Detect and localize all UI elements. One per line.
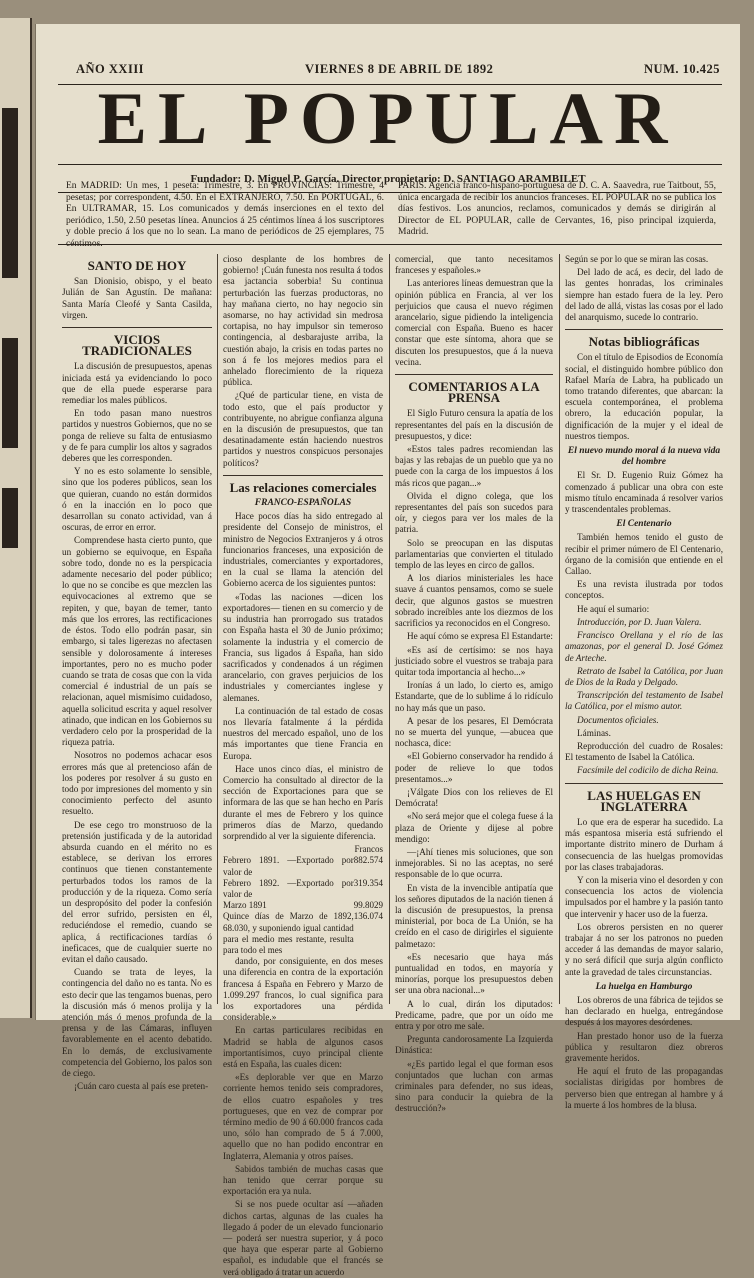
table-cell: Febrero 1892. —Exportado por valor de: [223, 877, 354, 899]
divider: [395, 374, 553, 375]
article-paragraph: Según se por lo que se miran las cosas.: [565, 254, 709, 264]
table-row: [223, 855, 383, 877]
article-paragraph: En cartas particulares recibidas en Madrid se habla de algunos casos importantísimos, cuyo principal cliente está en España, las cuales dicen:: [223, 1025, 383, 1070]
article-paragraph: cioso desplante de los hombres de gobierno! ¡Cuán funesta nos resulta á todos esa jactancia soberbia! Su continua perturbación las fuerzas productoras, no hay mañana cierto, no hay negocio sin asomarse, no hay actividad sin medrosa cortapisa, no hay impulsor sin temeroso contingencia, al desbarajuste arriba, la cuestión abajo, la crisis en todas partes no son á fe los mejores medios para el anhelado florecimiento de la riqueza pública.: [223, 254, 383, 388]
column-divider: [389, 254, 390, 1004]
table-row: [223, 911, 383, 956]
article-paragraph: Cuando se trata de leyes, la contingencia del daño no es tanta. No es esto decir que las tengamos buenas, pero la discusión más ó menos prolija y la atención más ó menos profunda de la prensa y de las Cámaras, influyen favorablemente en el acento debatido. En lo demás, de exclusivamente competencia del Gobierno, los palos son de ciego.: [62, 967, 212, 1079]
article-paragraph: ¿Qué de particular tiene, en vista de todo esto, que el país productor y contribuyente, no abrigue confianza alguna en la discusión de presupuestos, que tan desatinadamente están haciendo nuestros partidos y nuestros conspicuos personajes políticos?: [223, 390, 383, 468]
santo-text: San Dionisio, obispo, y el beato Julián de San Agustín. De mañana: Santa María Cleofé y Santa Casilda, virgen.: [62, 276, 212, 320]
table-header: Francos: [354, 844, 383, 855]
article-paragraph: —¡Ahí tienes mis soluciones, que son inmejorables. Si no las aceptas, no seré responsable de lo que ocurra.: [395, 846, 553, 880]
column-divider: [559, 254, 560, 1004]
sumario-item: Francisco Orellana y el río de las amazonas, por el general D. José Gómez de Arteche.: [565, 630, 723, 663]
table-cell: Febrero 1891. —Exportado por valor de: [223, 855, 354, 877]
sumario-item: Retrato de Isabel la Católica, por Juan de Dios de la Rada y Delgado.: [565, 665, 723, 687]
sumario-item: Facsímile del codicilo de dicha Reina.: [577, 765, 719, 776]
article-paragraph: Los obreros persisten en no querer trabajar á no ser los patronos no pueden acceder á las demandas de mayor salario, y no será difícil que surja algún conflicto ante la gravedad de tales circunstancias.: [565, 921, 723, 977]
subheading: El Centenario: [616, 519, 672, 530]
article-paragraph: También hemos tenido el gusto de recibir el primer número de El Centenario, órgano de la comisión que entiende en el Callao.: [565, 532, 723, 577]
sumario-item: Documentos oficiales.: [577, 714, 659, 725]
article-paragraph: De ese cego tro monstruoso de la pretensión justificada y de la autoridad absurda cuando en el mérito no es establece, se derivan los errores continuos que tienen constantemente perturbados todos los ramos de la producción y de la riqueza. Como sería un despropósito del poder la confesión del error sufrido, persisten en él, reduciéndose el remedio, cuando se aplica, á rectificaciones tardías ó ineficaces, que de cualquier suerte no evitan el daño causado.: [62, 819, 212, 964]
article-paragraph: He aquí el sumario:: [577, 603, 650, 614]
table-cell: 319.354: [353, 877, 383, 888]
article-paragraph: Comprendese hasta cierto punto, que un gobierno se equivoque, en España sobre todo, donde no es la perspicacia adamente necesario del poder público; lo que no se concibe es que mezclen las equivocaciones al extremo que se repiten, y que, bayan de temer, tanto más que los errores, las rectificaciones de éstos. Todo ello podrán pasar, sin embargo, si tales ligerezas no afectasen sensible y dolorosamente á intereses importantes, pero no es mucho poder cuando se trata de cosas que con la vida comercial é industrial de un país se relacionan, aquel mismísimo cuidadoso, aquella solicitud escrita y aquel resolver atinado, que indican en los Gobiernos su verdadero celo por la prosperidad de la riqueza patria.: [62, 535, 212, 748]
article-paragraph: «Estos tales padres recomiendan las bajas y las rebajas de un pueblo que ya no puede con la carga de los impuestos á los más ricos que pagan...»: [395, 444, 553, 488]
table-row: [223, 900, 383, 911]
sumario-item: Transcripción del testamento de Isabel la Católica, por el mismo autor.: [565, 690, 723, 712]
article-paragraph: comercial, que tanto necesitamos franceses y españoles.»: [395, 254, 553, 276]
article-paragraph: Si se nos puede ocultar así —añaden dichos cartas, algunas de las cuales ha llegado á poder de un elevado funcionario— poderá ser nuestra superior, y á poco que haya que esperar parte al Gobierno español, es indudable que el francés se verá obligado á tratar un acuerdo: [223, 1199, 383, 1277]
newspaper-page: [35, 24, 740, 1277]
article-paragraph: «Es así de certísimo: se nos haya justiciado sobre el vuestros se trabaja para quitar toda importancia al hecho...»: [395, 644, 553, 677]
article-paragraph: «El Gobierno conservador ha rendido á poder de relieve lo que todos presentamos...»: [395, 751, 553, 784]
divider: [565, 329, 723, 330]
article-paragraph: «Es necesario que haya más puntualidad en todos, en mayoría y minorías, porque los presupuestos deben ser una obra nacional...»: [395, 951, 553, 996]
divider: [58, 244, 722, 245]
table-row: [223, 878, 383, 900]
year: AÑO XXIII: [76, 62, 145, 76]
column-2: [223, 254, 383, 1277]
issue-number: NUM. 10.425: [644, 62, 720, 76]
article-paragraph: Sabidos también de muchas casas que han tenido que cerrar porque su exportación era ya nula.: [223, 1163, 383, 1197]
article-paragraph: Pregunta candorosamente La Izquierda Dinástica:: [395, 1034, 553, 1056]
article-paragraph: Ironías á un lado, lo cierto es, amigo Estandarte, que de lo sublime á lo ridículo no hay más que un paso.: [395, 680, 553, 713]
article-paragraph: La discusión de presupuestos, apenas iniciada está ya evidenciando lo poco que de ella puede esperarse para remediar los males públicos.: [62, 361, 212, 406]
article-paragraph: Nosotros no podemos achacar esos errores más que al pretencioso afán de los poderes por resolver á su gusto en todo por impresiones del momento y sin conocimiento perfecto del asunto resuelto.: [62, 750, 212, 817]
article-paragraph: En todo pasan mano nuestros partidos y nuestros Gobiernos, que no se ponga de relieve su falta de entusiasmo y de fe para cumplir los altos y sagrados deberes que les corresponden.: [62, 408, 212, 464]
article-paragraph: La continuación de tal estado de cosas nos llevaría fatalmente á la pérdida nuestros del mercado español, uno de los más importantes que tiene Francia en Europa.: [223, 705, 383, 761]
divider: [223, 475, 383, 476]
article-paragraph: He aquí cómo se expresa El Estandarte:: [407, 631, 553, 642]
article-paragraph: «Es deplorable ver que en Marzo corriente hemos tenido seis compradores, de ellos cuatro españoles y tres portugueses, que en vez de comprar por término medio de 90 á 60.000 francos cada uno, sólo han comprado de 5 á 7.000, aquello que no han podido encontrar en Inglaterra, Alemania y otros países.: [223, 1072, 383, 1161]
article-paragraph: El Siglo Futuro censura la apatía de los representantes del país en la discusión de presupuestos, y dice:: [395, 408, 553, 441]
adjacent-page-edge: [0, 18, 32, 1018]
article-paragraph: «No será mejor que el colega fuese á la plaza de Oriente y dijese al pobre mendigo:: [395, 811, 553, 844]
article-paragraph: Y no es esto solamente lo sensible, sino que los poderes públicos, sean los que quieran, cuando no están dormidos ó en la inacción en lo poco que desarrollan su conato actividad, van á oscuras, de error en error.: [62, 466, 212, 533]
subscription-rates: En MADRID: Un mes, 1 peseta: Trimestre, 3. En PROVINCIAS: Trimestre, 4 pesetas; por correspondent, 4.50. En el EXTRANJERO, 7.50. En PORTUGAL, 6. En ULTRAMAR, 15. Los comunicados y demás inserciones en el texto del periódico, 1.50, 2.50 pesetas línea. Anuncios á 25 céntimos línea á los suscriptores y doble precio á los que no lo sean. La mano de periódicos de 25 ejemplares, 75 céntimos.: [66, 181, 384, 249]
article-paragraph: ¡Cuán caro cuesta al país ese preten-: [74, 1081, 209, 1092]
article-paragraph: En vista de la invencible antipatía que los señores diputados de la nación tienen á la discusión de presupuestos, la prensa ministerial, por boca de La Unión, se ha creído en el caso de dirigirles el siguiente palmetazo:: [395, 882, 553, 949]
article-paragraph: Del lado de acá, es decir, del lado de las gentes honradas, los criminales siempre han estado fuera de la ley. Pero del lado de allá, vistas las cosas por el lado del anarquismo, sucede lo contrario.: [565, 267, 723, 323]
article-paragraph: A los diarios ministeriales les hace suave á cuantos pensamos, como se suele decir, que algunos gastos se muestren sobrado increíbles ante los diezmos de los sacrificios ya reconocidos en el Congreso.: [395, 573, 553, 629]
issue-date: VIERNES 8 DE ABRIL DE 1892: [305, 62, 494, 76]
divider: [565, 783, 723, 784]
article-paragraph: A pesar de los pesares, El Demócrata no se muerta del yunque, —abucea que nochasca, dice:: [395, 715, 553, 749]
santo-title: SANTO DE HOY: [87, 258, 187, 273]
relaciones-subtitle: FRANCO-ESPAÑOLAS: [254, 498, 352, 509]
article-paragraph: Han prestado honor uso de la fuerza pública y resultaron diez obreros gravemente heridos.: [565, 1030, 723, 1063]
masthead: EL POPULAR: [97, 78, 679, 160]
sumario-item: Reproducción del cuadro de Rosales: El testamento de Isabel la Católica.: [565, 740, 723, 763]
article-paragraph: Lo que era de esperar ha sucedido. La más espantosa miseria está sufriendo el importante distrito minero de Durham á consecuencia de las huelgas promovidas por las clases trabajadoras.: [565, 816, 723, 872]
table-cell: Quince días de Marzo de 1892, 68.030, y suponiendo igual cantidad para el medio mes restante, resulta para todo el mes: [223, 911, 354, 955]
article-paragraph: Y con la miseria vino el desorden y con consecuencia los actos de violencia impulsados por el hambre y la pasión tanto que intervenir y hacer uso de la fuerza.: [565, 874, 723, 919]
article-paragraph: ¡Válgate Dios con los relieves de El Demócrata!: [395, 786, 553, 809]
table-cell: Marzo 1891: [223, 900, 267, 911]
paris-notice: PARIS. Agencia franco-hispano-portuguesa de D. C. A. Saavedra, rue Taitbout, 55, única encargada de recibir los anuncios franceses. EL POPULAR no se publica los días festivos. Los anuncios, reclamos, comunicados y demás se dirigirán al Director de EL POPULAR, calle de Cervantes, 16, piso principal izquierda, Madrid.: [398, 181, 716, 237]
article-paragraph: Olvida el digno colega, que los representantes del país son sucedos para oír, y ciegos para ver los males de la patria.: [395, 490, 553, 535]
relaciones-title: Las relaciones comerciales: [229, 479, 377, 495]
column-4: [565, 254, 723, 1110]
subheading: El nuevo mundo moral á la nueva vida del hombre: [567, 446, 721, 468]
article-paragraph: «Todas las naciones —dicen los exportadores— tienen en su comercio y de su industria han prorrogado sus tratados con España hasta el 30 de Junio próximo; solamente la industria y el comercio de Francia, sus ligados á España, han sido sacrificados y condenados á un régimen arancelario, con graves perjuicios de los industriales y comerciantes inglese y alemanes.: [223, 591, 383, 703]
table-cell: 99.8029: [353, 900, 383, 911]
sumario-item: Láminas.: [577, 727, 611, 738]
column-divider: [217, 254, 218, 1004]
vicios-title: VICIOS TRADICIONALES: [82, 332, 192, 359]
article-paragraph: dando, por consiguiente, en dos meses una diferencia en contra de la exportación francesa á España en Febrero y Marzo de 1.099.297 francos, lo cual significa para los exportadores una pérdida considerable.»: [223, 956, 383, 1023]
founder-line: Fundador: D. Miguel P. García. Director propietario: D. SANTIAGO ARAMBILET: [190, 173, 586, 185]
subheading: La huelga en Hamburgo: [595, 981, 693, 992]
article-paragraph: Es una revista ilustrada por todos conceptos.: [565, 579, 723, 601]
notas-title: Notas bibliográficas: [588, 334, 700, 350]
article-paragraph: Solo se preocupan en las disputas parlamentarias que convierten el titulado templo de las leyes en circo de gallos.: [395, 537, 553, 571]
article-paragraph: Las anteriores líneas demuestran que la opinión pública en Francia, al ver los perjuicios que causa el nuevo régimen arancelario, sigue pidiendo la inteligencia comercial con España. Bueno es hacer constar que este síntoma, ahora que se discuten los presupuestos, que á la nueva vecina.: [395, 278, 553, 367]
article-paragraph: Con el título de Episodios de Economía social, el distinguido hombre público don Rafael María de Labra, ha publicado un tomo tratando diferentes, que abarcan: la escuela contemporánea, el problema obrero, la educación popular, la dignificación de la mujer y el ideal de nuestros tiempos.: [565, 352, 723, 441]
article-paragraph: Hace pocos días ha sido entregado al presidente del Consejo de ministros, el ministro de Negocios Extranjeros y á otros funcionarios franceses, una exposición de industriales, comerciantes y exportadores, en la cual se llama la atención del Gobierno acerca de los siguientes puntos:: [223, 511, 383, 589]
table-cell: 882.574: [353, 855, 383, 866]
export-table: [223, 855, 383, 956]
column-1: [62, 254, 212, 1092]
divider: [62, 327, 212, 328]
article-paragraph: He aquí el fruto de las propagandas socialistas dirigidas por hombres de perverso bien que entregan al hambre y á la muerte á los hombres de la blusa.: [565, 1066, 723, 1110]
article-paragraph: A lo cual, dirán los diputados: Predicame, padre, que por un oído me entra y por otro me sale.: [395, 998, 553, 1031]
column-3: [395, 254, 553, 1114]
divider: [58, 164, 722, 165]
table-cell: 136.074: [353, 911, 383, 922]
article-paragraph: El Sr. D. Eugenio Ruiz Gómez ha comenzado á publicar una obra con este mismo título encaminada á resolver varios y trascendentales problemas.: [565, 470, 723, 515]
article-paragraph: Hace unos cinco días, el ministro de Comercio ha consultado al director de la sección de Exportaciones para que se informara de las que se han hecho en París durante el mes de Febrero y los quince primeros días de Marzo, quedando sorprendido al ver la siguiente diferencia.: [223, 763, 383, 841]
sumario-item: Introducción, por D. Juan Valera.: [577, 616, 702, 627]
article-paragraph: Los obreros de una fábrica de tejidos se han declarado en huelga, entregándose después á los mayores desórdenes.: [565, 994, 723, 1028]
prensa-title: COMENTARIOS A LA PRENSA: [408, 379, 540, 406]
huelgas-title: LAS HUELGAS EN INGLATERRA: [587, 787, 701, 814]
article-paragraph: «¿Es partido legal el que forman esos conjuntados que luchan con armas criminales para defender, no sus ideas, sino para conducir la quiebra de la destrucción?»: [395, 1058, 553, 1114]
